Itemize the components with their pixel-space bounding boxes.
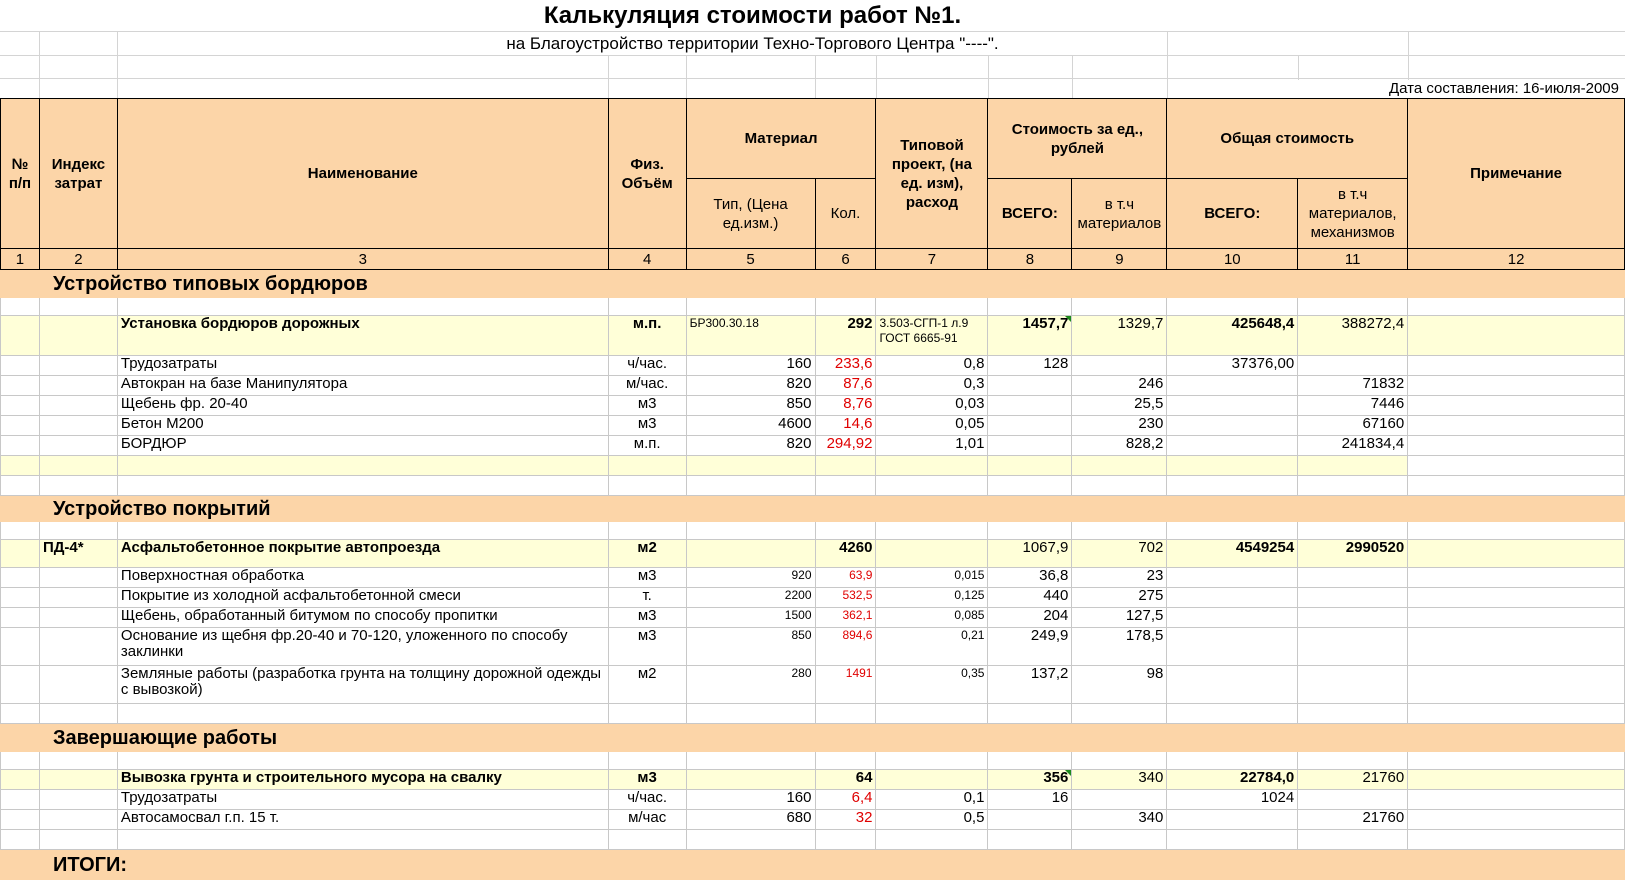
row-unit: м3 — [608, 568, 686, 588]
header-total-cost: Общая стоимость — [1167, 99, 1408, 179]
row-name: Трудозатраты — [117, 790, 608, 810]
row-qty: 362,1 — [815, 608, 876, 628]
row-price: 850 — [686, 396, 815, 416]
item-unit-total: 1457,7 — [988, 316, 1072, 356]
item-total: 4549254 — [1167, 540, 1298, 568]
row-unit: м3 — [608, 608, 686, 628]
row-unit-material — [1072, 356, 1167, 376]
item-name: Асфальтобетонное покрытие автопроезда — [117, 540, 608, 568]
row-qty: 6,4 — [815, 790, 876, 810]
col-number: 2 — [39, 249, 117, 270]
row-unit-total — [988, 810, 1072, 830]
col-number: 4 — [608, 249, 686, 270]
table-row — [1, 568, 1625, 588]
row-unit-material: 828,2 — [1072, 436, 1167, 456]
col-number: 3 — [117, 249, 608, 270]
col-number: 7 — [876, 249, 988, 270]
row-rate: 0,03 — [876, 396, 988, 416]
row-price: 820 — [686, 436, 815, 456]
item-unit-material: 702 — [1072, 540, 1167, 568]
row-price: 850 — [686, 628, 815, 666]
totals-label: ИТОГИ: — [1, 850, 1625, 880]
row-name: БОРДЮР — [117, 436, 608, 456]
row-unit-total: 128 — [988, 356, 1072, 376]
row-unit-total — [988, 416, 1072, 436]
header-qty: Кол. — [815, 179, 876, 249]
col-number: 12 — [1408, 249, 1625, 270]
row-qty: 32 — [815, 810, 876, 830]
row-price: 1500 — [686, 608, 815, 628]
row-total-material: 67160 — [1298, 416, 1408, 436]
row-unit-material: 275 — [1072, 588, 1167, 608]
col-number: 1 — [1, 249, 40, 270]
row-total-material: 71832 — [1298, 376, 1408, 396]
row-qty: 532,5 — [815, 588, 876, 608]
page-subtitle: на Благоустройство территории Техно-Торгового Центра "----". — [506, 34, 999, 53]
row-price: 2200 — [686, 588, 815, 608]
row-unit: т. — [608, 588, 686, 608]
table-row — [1, 608, 1625, 628]
row-total — [1167, 436, 1298, 456]
row-name: Земляные работы (разработка грунта на толщину дорожной одежды с вывозкой) — [117, 666, 608, 704]
row-rate: 0,085 — [876, 608, 988, 628]
item-qty: 64 — [815, 770, 876, 790]
header-unit-cost: Стоимость за ед., рублей — [988, 99, 1167, 179]
row-unit-total: 137,2 — [988, 666, 1072, 704]
row-unit-material: 98 — [1072, 666, 1167, 704]
row-qty: 894,6 — [815, 628, 876, 666]
row-name: Трудозатраты — [117, 356, 608, 376]
row-unit-material: 25,5 — [1072, 396, 1167, 416]
item-qty: 292 — [815, 316, 876, 356]
row-qty: 233,6 — [815, 356, 876, 376]
table-row — [1, 376, 1625, 396]
header-material: Материал — [686, 99, 876, 179]
item-unit: м.п. — [608, 316, 686, 356]
header-project: Типовой проект, (на ед. изм), расход — [876, 99, 988, 249]
item-index: ПД-4* — [39, 540, 117, 568]
row-rate: 0,125 — [876, 588, 988, 608]
table-row — [1, 436, 1625, 456]
header-note: Примечание — [1408, 99, 1625, 249]
row-unit-total — [988, 396, 1072, 416]
section-title: Устройство типовых бордюров — [1, 270, 1625, 298]
row-unit: м/час. — [608, 376, 686, 396]
row-rate: 1,01 — [876, 436, 988, 456]
row-rate: 0,35 — [876, 666, 988, 704]
item-total: 425648,4 — [1167, 316, 1298, 356]
table-row — [1, 588, 1625, 608]
table-row — [1, 540, 1625, 568]
row-qty: 63,9 — [815, 568, 876, 588]
item-qty: 4260 — [815, 540, 876, 568]
table-row — [1, 790, 1625, 810]
page-title: Калькуляция стоимости работ №1. — [543, 2, 962, 29]
date-label: Дата составления: 16-июля-2009 — [1389, 80, 1619, 97]
header-total-material: в т.ч материалов, механизмов — [1298, 179, 1408, 249]
row-unit-total — [988, 376, 1072, 396]
header-total: ВСЕГО: — [1167, 179, 1298, 249]
header-num: № п/п — [1, 99, 40, 249]
row-unit-total: 204 — [988, 608, 1072, 628]
row-rate: 0,015 — [876, 568, 988, 588]
row-price: 160 — [686, 356, 815, 376]
header-name: Наименование — [117, 99, 608, 249]
item-unit: м2 — [608, 540, 686, 568]
row-unit-material: 230 — [1072, 416, 1167, 436]
row-unit: ч/час. — [608, 790, 686, 810]
row-unit-material: 340 — [1072, 810, 1167, 830]
row-total-material: 7446 — [1298, 396, 1408, 416]
row-qty: 8,76 — [815, 396, 876, 416]
header-unit-material: в т.ч материалов — [1072, 179, 1167, 249]
row-unit: м/час — [608, 810, 686, 830]
row-qty: 14,6 — [815, 416, 876, 436]
row-name: Щебень, обработанный битумом по способу пропитки — [117, 608, 608, 628]
row-unit: м3 — [608, 396, 686, 416]
header-type: Тип, (Цена ед.изм.) — [686, 179, 815, 249]
item-total: 22784,0 — [1167, 770, 1298, 790]
table-row — [1, 628, 1625, 666]
item-unit-material: 1329,7 — [1072, 316, 1167, 356]
table-row — [1, 356, 1625, 376]
row-unit: м3 — [608, 416, 686, 436]
row-unit: м2 — [608, 666, 686, 704]
row-name: Поверхностная обработка — [117, 568, 608, 588]
item-project: 3.503-СГП-1 л.9 ГОСТ 6665-91 — [876, 316, 988, 356]
row-unit-total: 440 — [988, 588, 1072, 608]
row-qty: 87,6 — [815, 376, 876, 396]
row-unit: ч/час. — [608, 356, 686, 376]
row-total-material — [1298, 356, 1408, 376]
row-total-material: 241834,4 — [1298, 436, 1408, 456]
section-title: Устройство покрытий — [1, 496, 1625, 522]
row-rate: 0,05 — [876, 416, 988, 436]
row-rate: 0,8 — [876, 356, 988, 376]
row-total-material: 21760 — [1298, 810, 1408, 830]
col-number: 9 — [1072, 249, 1167, 270]
col-number: 5 — [686, 249, 815, 270]
row-rate: 0,1 — [876, 790, 988, 810]
row-unit-total — [988, 436, 1072, 456]
item-unit-total: 356 — [988, 770, 1072, 790]
item-type: БР300.30.18 — [686, 316, 815, 356]
item-unit: м3 — [608, 770, 686, 790]
item-total-material: 21760 — [1298, 770, 1408, 790]
row-price: 920 — [686, 568, 815, 588]
row-unit-total: 249,9 — [988, 628, 1072, 666]
table-row — [1, 666, 1625, 704]
row-unit: м3 — [608, 628, 686, 666]
row-unit-material — [1072, 790, 1167, 810]
col-number: 10 — [1167, 249, 1298, 270]
header-index: Индекс затрат — [39, 99, 117, 249]
row-total: 37376,00 — [1167, 356, 1298, 376]
row-price: 820 — [686, 376, 815, 396]
row-unit-material: 246 — [1072, 376, 1167, 396]
row-rate: 0,3 — [876, 376, 988, 396]
row-rate: 0,5 — [876, 810, 988, 830]
row-price: 680 — [686, 810, 815, 830]
item-unit-total: 1067,9 — [988, 540, 1072, 568]
row-unit-material: 178,5 — [1072, 628, 1167, 666]
row-name: Автокран на базе Манипулятора — [117, 376, 608, 396]
item-total-material: 2990520 — [1298, 540, 1408, 568]
row-total-material — [1298, 790, 1408, 810]
row-name: Автосамосвал г.п. 15 т. — [117, 810, 608, 830]
row-total — [1167, 396, 1298, 416]
row-rate: 0,21 — [876, 628, 988, 666]
item-name: Вывозка грунта и строительного мусора на свалку — [117, 770, 608, 790]
col-number: 8 — [988, 249, 1072, 270]
table-row — [1, 416, 1625, 436]
row-unit-total: 36,8 — [988, 568, 1072, 588]
table-row — [1, 316, 1625, 356]
row-qty: 1491 — [815, 666, 876, 704]
row-price: 280 — [686, 666, 815, 704]
section-title: Завершающие работы — [1, 724, 1625, 752]
table-row — [1, 810, 1625, 830]
row-name: Щебень фр. 20-40 — [117, 396, 608, 416]
row-qty: 294,92 — [815, 436, 876, 456]
row-unit-material: 127,5 — [1072, 608, 1167, 628]
header-volume: Физ. Объём — [608, 99, 686, 249]
row-name: Основание из щебня фр.20-40 и 70-120, уложенного по способу заклинки — [117, 628, 608, 666]
row-price: 160 — [686, 790, 815, 810]
cost-table — [0, 98, 1625, 880]
row-name: Бетон М200 — [117, 416, 608, 436]
col-number: 6 — [815, 249, 876, 270]
item-unit-material: 340 — [1072, 770, 1167, 790]
row-total — [1167, 376, 1298, 396]
header-unit-total: ВСЕГО: — [988, 179, 1072, 249]
row-total — [1167, 810, 1298, 830]
row-name: Покрытие из холодной асфальтобетонной смеси — [117, 588, 608, 608]
row-unit-total: 16 — [988, 790, 1072, 810]
table-row — [1, 396, 1625, 416]
row-price: 4600 — [686, 416, 815, 436]
row-unit: м.п. — [608, 436, 686, 456]
row-unit-material: 23 — [1072, 568, 1167, 588]
row-total — [1167, 416, 1298, 436]
item-total-material: 388272,4 — [1298, 316, 1408, 356]
row-total: 1024 — [1167, 790, 1298, 810]
table-row — [1, 770, 1625, 790]
col-number: 11 — [1298, 249, 1408, 270]
item-name: Установка бордюров дорожных — [117, 316, 608, 356]
